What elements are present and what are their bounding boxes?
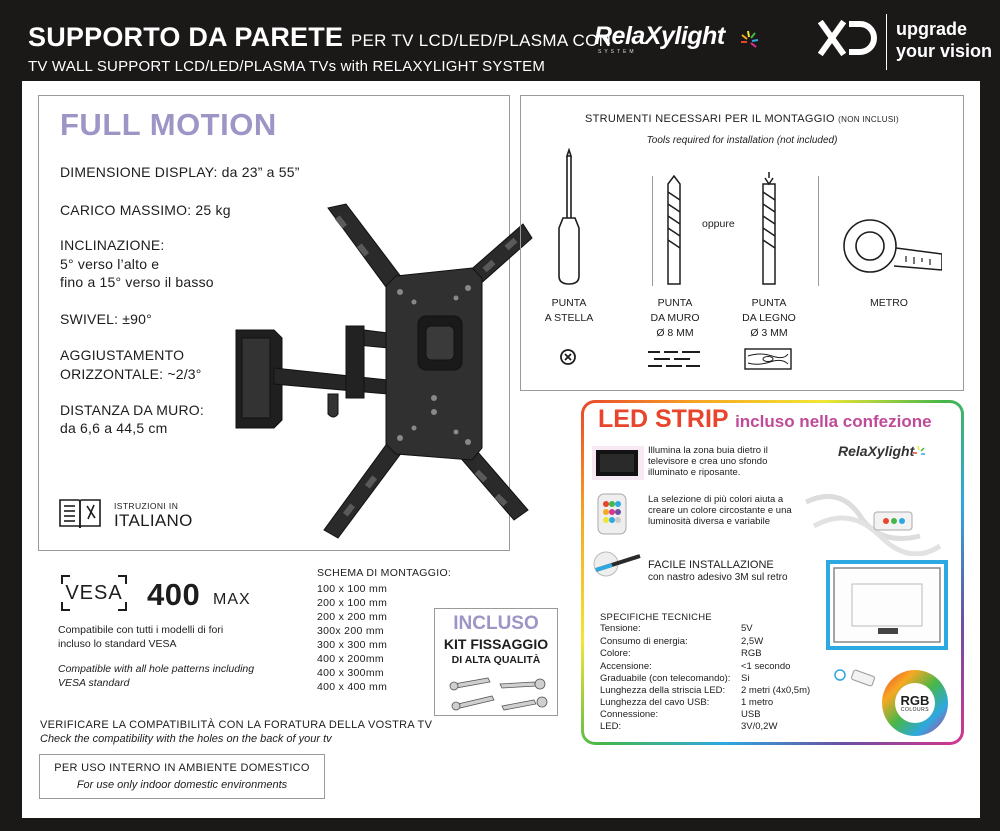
verify-text-it: VERIFICARE LA COMPATIBILITÀ CON LA FORATURA DELLA VOSTRA TV	[40, 719, 433, 731]
tech-spec-value: 1 metro	[741, 697, 774, 708]
vesa-label: VESA	[65, 582, 123, 604]
included-title: INCLUSO	[453, 613, 539, 634]
led-feature-3-title: FACILE INSTALLAZIONE	[648, 559, 774, 571]
instructions-label: ISTRUZIONI IN	[114, 501, 179, 511]
spec-tilt-label: INCLINAZIONE:	[60, 237, 165, 253]
schema-item: 200 x 100 mm	[317, 597, 388, 609]
tools-title-en: Tools required for installation (not included)	[646, 135, 838, 146]
tech-spec-key: LED:	[600, 721, 622, 732]
tool-label-line: PUNTA	[657, 297, 693, 309]
tech-spec-key: Accensione:	[600, 661, 652, 672]
vesa-compat-en-1: Compatible with all hole patterns including	[58, 663, 255, 675]
title-main: SUPPORTO DA PARETE	[28, 22, 344, 52]
rgb-small-label: COLOURS	[900, 707, 930, 713]
tech-spec-value: <1 secondo	[741, 661, 791, 672]
spec-tilt-up: 5° verso l’alto e	[60, 256, 160, 272]
vesa-corner-bl	[61, 602, 70, 611]
tool-label-masonry	[630, 296, 720, 341]
wood-plank-icon	[744, 348, 792, 370]
phillips-head-icon	[559, 348, 577, 366]
relaxylight-small: SYSTEM	[598, 49, 637, 55]
tool-label-line: A STELLA	[544, 312, 594, 324]
xd-brand-logo	[818, 16, 880, 60]
tv-rear-led-image	[822, 558, 952, 658]
tech-spec-value: 2 metri (4x0,5m)	[741, 685, 811, 696]
led-subtitle: incluso nella confezione	[735, 412, 932, 431]
header-subtitle-en: TV WALL SUPPORT LCD/LED/PLASMA TVs with RELAXYLIGHT SYSTEM	[28, 58, 546, 75]
tech-spec-key: Graduabile (con telecomando):	[600, 673, 731, 684]
rainbow-burst-icon	[739, 30, 759, 50]
tools-title	[520, 113, 964, 125]
led-brand: RelaXylight	[838, 443, 915, 459]
brand-separator	[886, 14, 887, 70]
indoor-text-en: For use only indoor domestic environments	[76, 779, 288, 791]
schema-title: SCHEMA DI MONTAGGIO:	[317, 567, 452, 579]
led-strip-tape-icon	[592, 546, 642, 582]
tech-spec-value: Si	[741, 673, 750, 684]
header-title	[28, 22, 611, 53]
instructions-language: ITALIANO	[114, 511, 193, 530]
tools-or: oppure	[702, 218, 735, 230]
tech-spec-key: Connessione:	[600, 709, 659, 720]
brick-wall-icon	[648, 350, 700, 370]
schema-list	[317, 582, 387, 694]
tools-divider-1	[652, 176, 653, 286]
tech-specs-title: SPECIFICHE TECNICHE	[600, 612, 712, 623]
included-quality: DI ALTA QUALITÀ	[451, 654, 541, 666]
schema-item: 400 x 300mm	[317, 667, 384, 679]
screwdriver-icon	[554, 148, 584, 288]
instructions-book-icon	[58, 496, 102, 530]
tech-spec-key: Lunghezza del cavo USB:	[600, 697, 710, 708]
tool-label-wood	[724, 296, 814, 341]
tools-title-text: STRUMENTI NECESSARI PER IL MONTAGGIO	[585, 113, 835, 125]
spec-max-load: CARICO MASSIMO: 25 kg	[60, 202, 231, 218]
verify-text-en: Check the compatibility with the holes on the back of your tv	[40, 733, 332, 745]
indoor-text-it: PER USO INTERNO IN AMBIENTE DOMESTICO	[54, 762, 310, 774]
led-title	[598, 405, 932, 434]
included-kit: KIT FISSAGGIO	[443, 636, 549, 652]
tape-measure-icon	[842, 214, 942, 284]
brand-line2: your vision	[896, 41, 993, 61]
spec-display-size: DIMENSIONE DISPLAY: da 23” a 55”	[60, 164, 300, 180]
title-sub: PER TV LCD/LED/PLASMA CON	[350, 31, 612, 50]
vesa-corner-tl	[61, 575, 70, 584]
tool-label-line: Ø 3 MM	[750, 327, 788, 339]
wood-drill-bit-icon	[755, 172, 783, 288]
led-brand-burst-icon	[912, 445, 926, 459]
masonry-drill-bit-icon	[660, 172, 688, 288]
vesa-compat-it-2: incluso lo standard VESA	[58, 638, 177, 650]
remote-control-icon	[592, 492, 632, 536]
tool-label-meter: METRO	[870, 297, 908, 309]
tech-spec-value: 3V/0,2W	[741, 721, 778, 732]
tool-label-line: DA MURO	[650, 312, 700, 324]
tech-spec-value: 5V	[741, 623, 753, 634]
spec-swivel: SWIVEL: ±90°	[60, 311, 152, 327]
led-feature-2: La selezione di più colori aiuta a creare un colore circostante e una luminosità diversa e variabile	[648, 494, 792, 527]
spec-wall-distance-label: DISTANZA DA MURO:	[60, 402, 204, 418]
spec-adjust-label: AGGIUSTAMENTO	[60, 347, 185, 363]
tv-backlight-icon	[592, 446, 644, 482]
led-feature-3: con nastro adesivo 3M sul retro	[648, 572, 788, 583]
wall-mount-image	[228, 198, 540, 543]
product-title: FULL MOTION	[60, 107, 277, 142]
tech-spec-key: Colore:	[600, 648, 631, 659]
rgb-label: RGB	[900, 693, 930, 708]
led-kit-image	[800, 466, 950, 556]
schema-item: 300x 200 mm	[317, 625, 384, 637]
relaxylight-logo	[594, 22, 725, 55]
indoor-box	[39, 754, 325, 799]
spec-adjust-value: ORIZZONTALE: ~2/3°	[60, 366, 202, 382]
tech-spec-value: 2,5W	[741, 636, 764, 647]
tech-spec-key: Consumo di energia:	[600, 636, 688, 647]
vesa-max-label: MAX	[213, 591, 251, 608]
tools-not-included: (NON INCLUSI)	[838, 115, 899, 124]
tech-spec-value: RGB	[741, 648, 762, 659]
tool-label-phillips	[524, 296, 614, 326]
screws-kit-image	[448, 672, 552, 712]
vesa-corner-tr	[118, 575, 127, 584]
spec-tilt-down: fino a 15° verso il basso	[60, 274, 214, 290]
brand-tagline	[896, 18, 992, 62]
schema-item: 300 x 300 mm	[317, 639, 388, 651]
vesa-max-value: 400	[147, 577, 201, 612]
tool-label-line: Ø 8 MM	[656, 327, 694, 339]
schema-item: 200 x 200 mm	[317, 611, 388, 623]
usb-remote-icon	[832, 665, 880, 691]
vesa-corner-br	[118, 602, 127, 611]
schema-item: 400 x 200mm	[317, 653, 384, 665]
spec-wall-distance-value: da 6,6 a 44,5 cm	[60, 420, 168, 436]
tech-spec-key: Tensione:	[600, 623, 641, 634]
brand-line1: upgrade	[896, 19, 968, 39]
relaxylight-text: RelaXylight	[594, 22, 725, 50]
schema-item: 100 x 100 mm	[317, 583, 388, 595]
led-title-text: LED STRIP	[598, 405, 729, 433]
tool-label-line: PUNTA	[751, 297, 787, 309]
vesa-compat-it-1: Compatibile con tutti i modelli di fori	[58, 624, 224, 636]
tool-label-line: DA LEGNO	[742, 312, 796, 324]
tech-spec-key: Lunghezza della striscia LED:	[600, 685, 726, 696]
tech-spec-value: USB	[741, 709, 761, 720]
vesa-compat-en-2: VESA standard	[58, 677, 130, 689]
led-feature-1: Illumina la zona buia dietro il televisore e crea uno sfondo illuminato e riposante.	[648, 445, 768, 478]
tools-divider-2	[818, 176, 819, 286]
tool-label-line: PUNTA	[551, 297, 587, 309]
schema-item: 400 x 400 mm	[317, 681, 388, 693]
